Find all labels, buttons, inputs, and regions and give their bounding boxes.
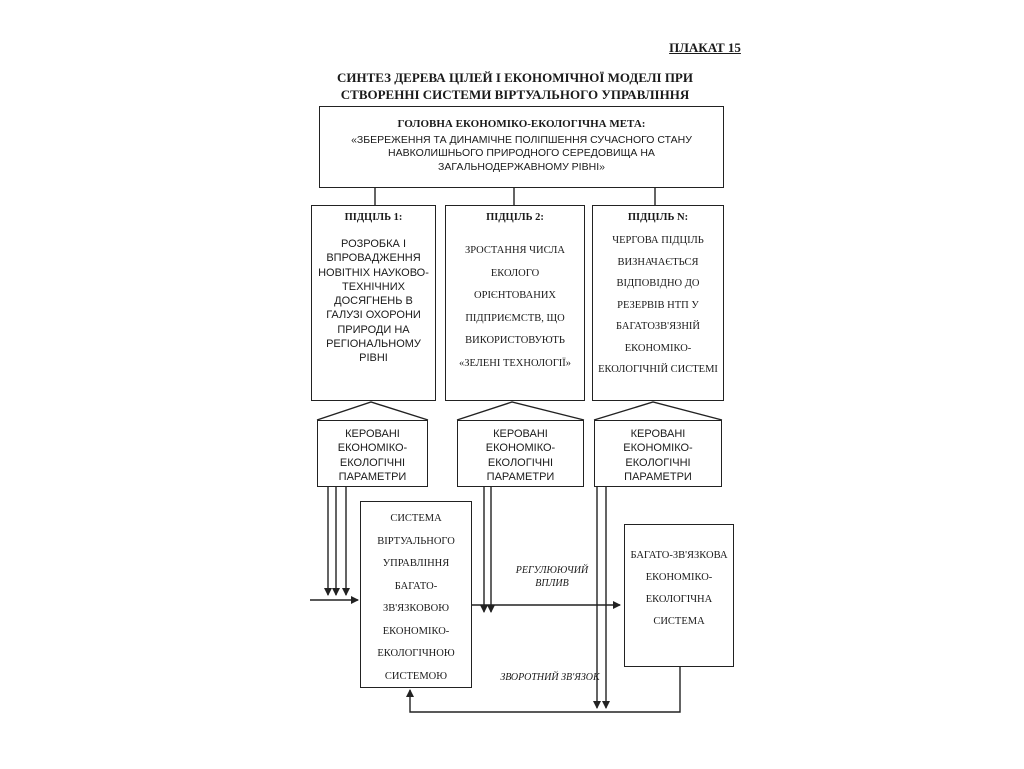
feedback-label: ЗВОРОТНИЙ ЗВ'ЯЗОК — [500, 672, 600, 683]
triangle-3 — [594, 402, 722, 420]
parameters-1-box — [317, 420, 428, 487]
regulating-action-label: РЕГУЛЮЮЧИЙ ВПЛИВ — [515, 565, 589, 589]
parameters-2-text: КЕРОВАНІ ЕКОНОМІКО-ЕКОЛОГІЧНІ ПАРАМЕТРИ — [485, 428, 556, 483]
parameters-n-text: КЕРОВАНІ ЕКОНОМІКО-ЕКОЛОГІЧНІ ПАРАМЕТРИ — [623, 428, 693, 483]
subgoal-n-text: ЧЕРГОВА ПІДЦІЛЬ ВИЗНАЧАЄТЬСЯ ВІДПОВІДНО ДО РЕЗЕРВІВ НТП У БАГАТОЗВ'ЯЗНІЙ ЕКОНОМІКО-ЕКОЛОГІЧНІЙ СИСТЕМІ — [598, 235, 718, 376]
triangle-1 — [317, 402, 428, 420]
parameters-1-text: КЕРОВАНІ ЕКОНОМІКО-ЕКОЛОГІЧНІ ПАРАМЕТРИ — [337, 428, 408, 483]
virtual-control-system-box — [360, 501, 472, 688]
eco-system-text: БАГАТО-ЗВ'ЯЗКОВА ЕКОНОМІКО-ЕКОЛОГІЧНА СИСТЕМА — [630, 550, 728, 628]
main-goal-box — [319, 106, 724, 188]
subgoal-2-box — [445, 205, 585, 401]
subgoal-n-heading: ПІДЦІЛЬ N: — [627, 212, 689, 223]
parameters-2-box — [457, 420, 584, 487]
subgoal-1-box — [311, 205, 436, 401]
subgoal-1-heading: ПІДЦІЛЬ 1: — [344, 212, 403, 223]
eco-system-box — [624, 524, 734, 667]
virtual-control-system-text: СИСТЕМА ВІРТУАЛЬНОГО УПРАВЛІННЯ БАГАТО-ЗВ'ЯЗКОВОЮ ЕКОНОМІКО-ЕКОЛОГІЧНОЮ СИСТЕМОЮ — [377, 513, 455, 682]
triangle-2 — [457, 402, 584, 420]
main-goal-heading: ГОЛОВНА ЕКОНОМІКО-ЕКОЛОГІЧНА МЕТА: — [397, 118, 646, 130]
parameters-n-box — [594, 420, 722, 487]
diagram-title-line1: СИНТЕЗ ДЕРЕВА ЦІЛЕЙ І ЕКОНОМІЧНОЇ МОДЕЛІ ПРИ — [337, 70, 693, 85]
main-goal-text: «ЗБЕРЕЖЕННЯ ТА ДИНАМІЧНЕ ПОЛІПШЕННЯ СУЧАСНОГО СТАНУ НАВКОЛИШНЬОГО ПРИРОДНОГО СЕРЕДОВИЩА НА ЗАГАЛЬНОДЕРЖАВНОМУ РІВНІ» — [351, 134, 692, 173]
diagram-title-line2: СТВОРЕННІ СИСТЕМИ ВІРТУАЛЬНОГО УПРАВЛІННЯ — [340, 87, 690, 102]
subgoal-2-heading: ПІДЦІЛЬ 2: — [486, 212, 544, 223]
poster-label: ПЛАКАТ 15 — [669, 40, 741, 55]
subgoal-2-text: ЗРОСТАННЯ ЧИСЛА ЕКОЛОГО ОРІЄНТОВАНИХ ПІДПРИЄМСТВ, ЩО ВИКОРИСТОВУЮТЬ «ЗЕЛЕНІ ТЕХНОЛОГІЇ» — [458, 245, 572, 369]
subgoal-1-text: РОЗРОБКА І ВПРОВАДЖЕННЯ НОВІТНІХ НАУКОВО-ТЕХНІЧНИХ ДОСЯГНЕНЬ В ГАЛУЗІ ОХОРОНИ ПРИРОДИ НА РЕГІОНАЛЬНОМУ РІВНІ — [318, 238, 429, 365]
subgoal-n-box — [592, 205, 724, 401]
goal-branch-lines — [375, 187, 655, 206]
